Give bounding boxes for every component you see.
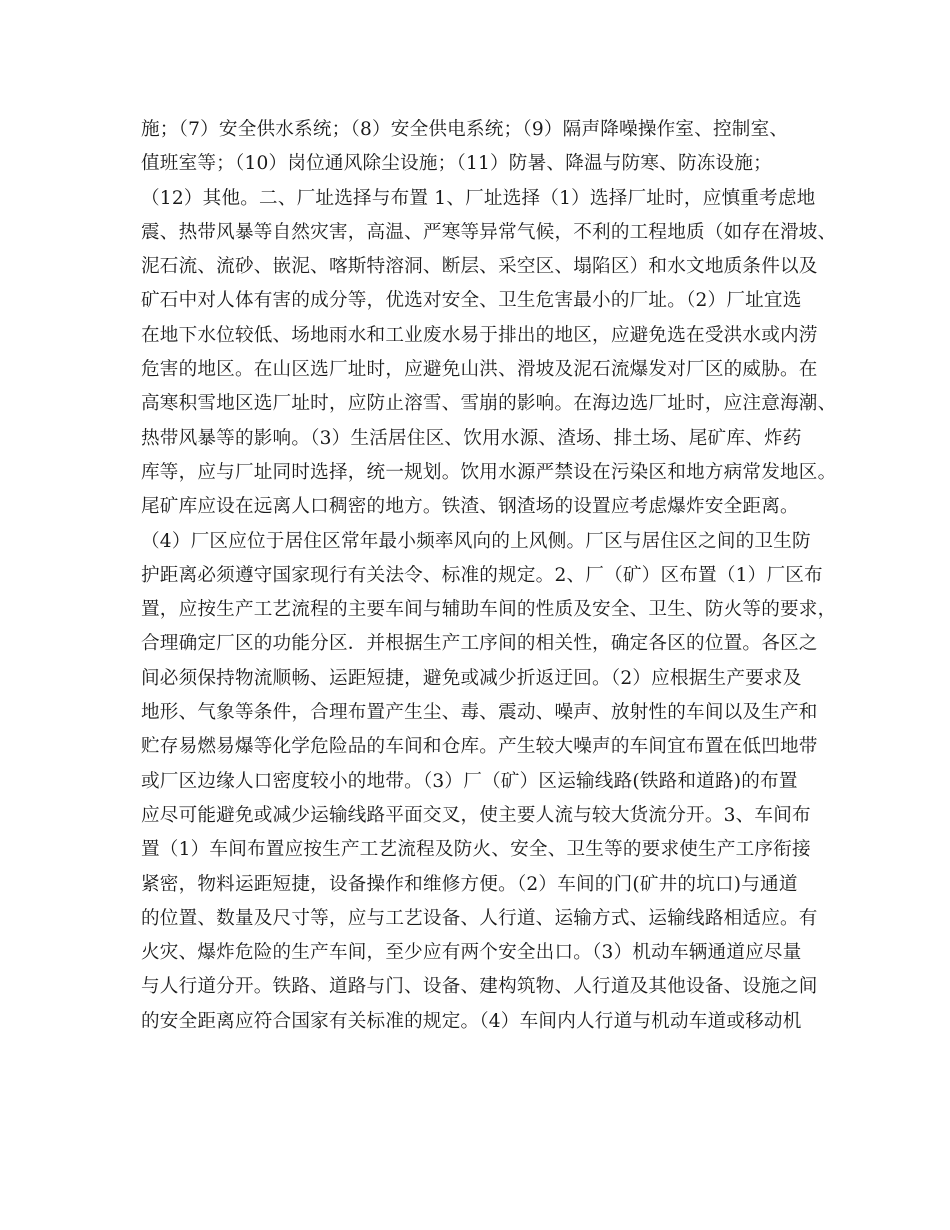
text-line: 的安全距离应符合国家有关标准的规定。（4）车间内人行道与机动车道或移动机 (141, 1010, 802, 1032)
body-text (141, 113, 837, 1039)
text-line: 震、热带风暴等自然灾害，高温、严寒等异常气候，不利的工程地质（如存在滑坡、 (141, 221, 837, 243)
text-line: 尾矿库应设在远离人口稠密的地方。铁渣、钢渣场的设置应考虑爆炸安全距离。 (141, 496, 799, 518)
text-line: 或厂区边缘人口密度较小的地带。（3）厂（矿）区运输线路(铁路和道路)的布置 (141, 770, 798, 792)
text-line: 地形、气象等条件，合理布置产生尘、毒、震动、噪声、放射性的车间以及生产和 (141, 702, 818, 724)
text-line: 危害的地区。在山区选厂址时，应避免山洪、滑坡及泥石流爆发对厂区的威胁。在 (141, 359, 818, 381)
text-line: 在地下水位较低、场地雨水和工业废水易于排出的地区，应避免选在受洪水或内涝 (141, 324, 818, 346)
text-line: 应尽可能避免或减少运输线路平面交叉，使主要人流与较大货流分开。3、车间布 (141, 804, 811, 826)
text-line: 置（1）车间布置应按生产工艺流程及防火、安全、卫生等的要求使生产工序衔接 (141, 839, 811, 861)
text-line: 值班室等；（10）岗位通风除尘设施；（11）防暑、降温与防寒、防冻设施； (141, 153, 772, 175)
text-line: 与人行道分开。铁路、道路与门、设备、建构筑物、人行道及其他设备、设施之间 (141, 976, 818, 998)
text-line: 高寒积雪地区选厂址时，应防止溶雪、雪崩的影响。在海边选厂址时，应注意海潮、 (141, 393, 837, 415)
text-line: 矿石中对人体有害的成分等，优选对安全、卫生危害最小的厂址。（2）厂址宜选 (141, 290, 802, 312)
text-line: 的位置、数量及尺寸等，应与工艺设备、人行道、运输方式、运输线路相适应。有 (141, 907, 818, 929)
text-line: 火灾、爆炸危险的生产车间，至少应有两个安全出口。（3）机动车辆通道应尽量 (141, 942, 802, 964)
text-line: 贮存易燃易爆等化学危险品的车间和仓库。产生较大噪声的车间宜布置在低凹地带 (141, 736, 818, 758)
text-line: 置，应按生产工艺流程的主要车间与辅助车间的性质及安全、卫生、防火等的要求， (141, 599, 837, 621)
text-line: 泥石流、流砂、嵌泥、喀斯特溶洞、断层、采空区、塌陷区）和水文地质条件以及 (141, 256, 818, 278)
text-line: 护距离必须遵守国家现行有关法令、标准的规定。2、厂（矿）区布置（1）厂区布 (141, 564, 823, 586)
text-line: 库等，应与厂址同时选择，统一规划。饮用水源严禁设在污染区和地方病常发地区。 (141, 461, 837, 483)
text-line: 施；（7）安全供水系统；（8）安全供电系统；（9）隔声降噪操作室、控制室、 (141, 119, 789, 140)
text-line: 热带风暴等的影响。（3）生活居住区、饮用水源、渣场、排土场、尾矿库、炸药 (141, 427, 802, 449)
text-line: 间必须保持物流顺畅、运距短捷，避免或减少折返迂回。（2）应根据生产要求及 (141, 667, 802, 689)
text-line: （4）厂区应位于居住区常年最小频率风向的上风侧。厂区与居住区之间的卫生防 (141, 530, 811, 552)
text-line: 合理确定厂区的功能分区．并根据生产工序间的相关性，确定各区的位置。各区之 (141, 633, 818, 655)
text-line: 紧密，物料运距短捷，设备操作和维修方便。（2）车间的门(矿井的坑口)与通道 (141, 873, 798, 895)
text-line: （12）其他。二、厂址选择与布置 1、厂址选择（1）选择厂址时，应慎重考虑地 (141, 187, 816, 209)
